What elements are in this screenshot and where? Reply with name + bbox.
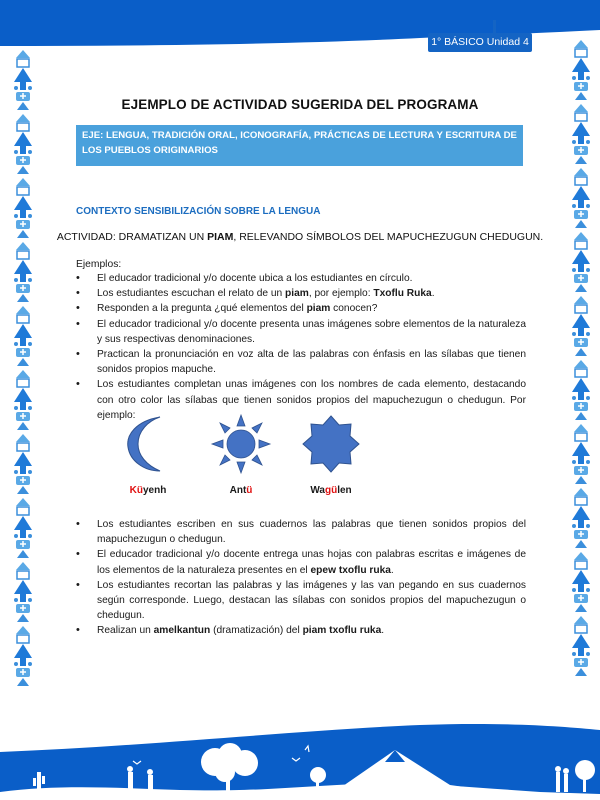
activity-bold: PIAM bbox=[207, 231, 234, 243]
moon-icon bbox=[118, 413, 178, 475]
examples-list-after bbox=[76, 517, 526, 639]
eje-box: EJE: LENGUA, TRADICIÓN ORAL, ICONOGRAFÍA, PRÁCTICAS DE LECTURA Y ESCRITURA DE LOS PUEBLOS ORIGINARIOS bbox=[76, 125, 523, 166]
figure-label-antu: Antü bbox=[229, 485, 253, 496]
list-item: • El educador tradicional y/o docente entrega unas hojas con palabras escritas e imágenes de los elementos de la naturaleza presentes en el epew txoflu ruka. bbox=[76, 547, 526, 577]
list-item: • Los estudiantes completan unas imágenes con los nombres de cada elemento, destacando con otro color las sílabas que tienen sonidos propios del mapuchezugun o chedugun. Por ejemplo: bbox=[76, 377, 526, 423]
left-decorative-border bbox=[10, 48, 36, 688]
figure-label-kuyenh: Küyenh bbox=[129, 485, 167, 496]
examples-list-before bbox=[76, 271, 526, 423]
activity-prefix: ACTIVIDAD: DRAMATIZAN UN bbox=[56, 231, 208, 243]
list-item: • Los estudiantes recortan las palabras y las imágenes y las van pegando en sus cuadernos según corresponde. Luego, destacan las sílabas con sonidos propios del mapuchezugun o chedugun. bbox=[76, 578, 526, 624]
activity-title bbox=[0, 231, 600, 243]
list-item: • Los estudiantes escuchan el relato de un piam, por ejemplo: Txoflu Ruka. bbox=[76, 286, 526, 301]
activity-suffix: , RELEVANDO SÍMBOLOS DEL MAPUCHEZUGUN CHEDUGUN. bbox=[233, 231, 544, 243]
star-icon bbox=[300, 413, 362, 475]
page-title: EJEMPLO DE ACTIVIDAD SUGERIDA DEL PROGRAMA bbox=[121, 97, 479, 112]
sun-icon bbox=[209, 413, 273, 475]
figure-sun bbox=[201, 413, 281, 496]
list-item: • Realizan un amelkantun (dramatización) del piam txoflu ruka. bbox=[76, 623, 526, 638]
right-decorative-border bbox=[568, 38, 594, 678]
section-heading: CONTEXTO SENSIBILIZACIÓN SOBRE LA LENGUA bbox=[76, 206, 321, 217]
figure-moon bbox=[108, 413, 188, 496]
list-item: • El educador tradicional y/o docente ubica a los estudiantes en círculo. bbox=[76, 271, 526, 286]
figure-star bbox=[291, 413, 371, 496]
figure-label-wagulen: Wagülen bbox=[310, 485, 352, 496]
figure-row bbox=[108, 413, 378, 513]
list-item: • Los estudiantes escriben en sus cuadernos las palabras que tienen sonidos propios del mapuchezugun o chedugun. bbox=[76, 517, 526, 547]
grade-badge-stem bbox=[493, 20, 496, 34]
footer-landscape-banner bbox=[0, 700, 600, 800]
grade-badge: 1° BÁSICO Unidad 4 bbox=[428, 33, 532, 52]
examples-label: Ejemplos: bbox=[76, 259, 122, 270]
list-item: • Responden a la pregunta ¿qué elementos del piam conocen? bbox=[76, 301, 526, 316]
list-item: • El educador tradicional y/o docente presenta unas imágenes sobre elementos de la naturaleza y sus respectivas denominaciones. bbox=[76, 317, 526, 347]
list-item: • Practican la pronunciación en voz alta de las palabras con énfasis en las sílabas que tienen sonidos propios mapuche. bbox=[76, 347, 526, 377]
